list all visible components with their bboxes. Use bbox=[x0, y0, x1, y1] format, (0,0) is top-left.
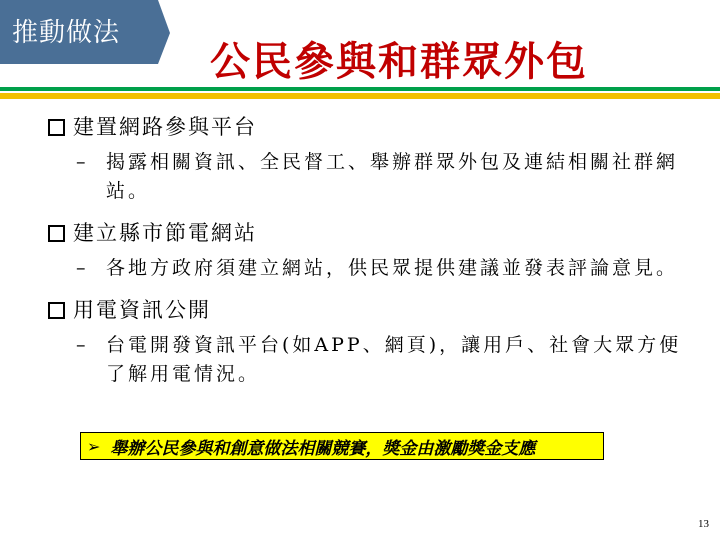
checkbox-icon bbox=[48, 302, 65, 319]
bullet-list bbox=[48, 110, 688, 401]
dash-icon: – bbox=[76, 334, 89, 356]
bullet-label: 建立縣市節電網站 bbox=[73, 221, 257, 245]
sub-item-text: 台電開發資訊平台(如APP、網頁)，讓用戶、社會大眾方便了解用電情況。 bbox=[106, 334, 682, 385]
section-tag bbox=[0, 0, 172, 66]
arrow-right-icon: ➢ bbox=[87, 436, 101, 456]
bullet-label: 用電資訊公開 bbox=[73, 298, 211, 322]
sub-item bbox=[48, 331, 696, 389]
section-tag-label: 推動做法 bbox=[12, 18, 121, 48]
checkbox-icon bbox=[48, 225, 65, 242]
callout-text: 舉辦公民參與和創意做法相關競賽，獎金由激勵獎金支應 bbox=[110, 438, 536, 459]
divider-yellow bbox=[0, 93, 720, 99]
divider-green bbox=[0, 87, 720, 91]
bullet-label: 建置網路參與平台 bbox=[73, 115, 257, 139]
callout-box bbox=[80, 432, 604, 460]
dash-icon: – bbox=[76, 257, 89, 279]
sub-item bbox=[48, 254, 696, 283]
bullet-item bbox=[48, 295, 688, 325]
page-title: 公民參與和群眾外包 bbox=[210, 38, 588, 85]
checkbox-icon bbox=[48, 119, 65, 136]
sub-item-text: 各地方政府須建立網站，供民眾提供建議並發表評論意見。 bbox=[106, 257, 679, 279]
bullet-item bbox=[48, 112, 688, 142]
bullet-item bbox=[48, 218, 688, 248]
sub-item bbox=[48, 148, 696, 206]
page-number: 13 bbox=[698, 518, 709, 530]
sub-item-text: 揭露相關資訊、全民督工、舉辦群眾外包及連結相關社群網站。 bbox=[106, 151, 679, 202]
dash-icon: – bbox=[76, 151, 89, 173]
